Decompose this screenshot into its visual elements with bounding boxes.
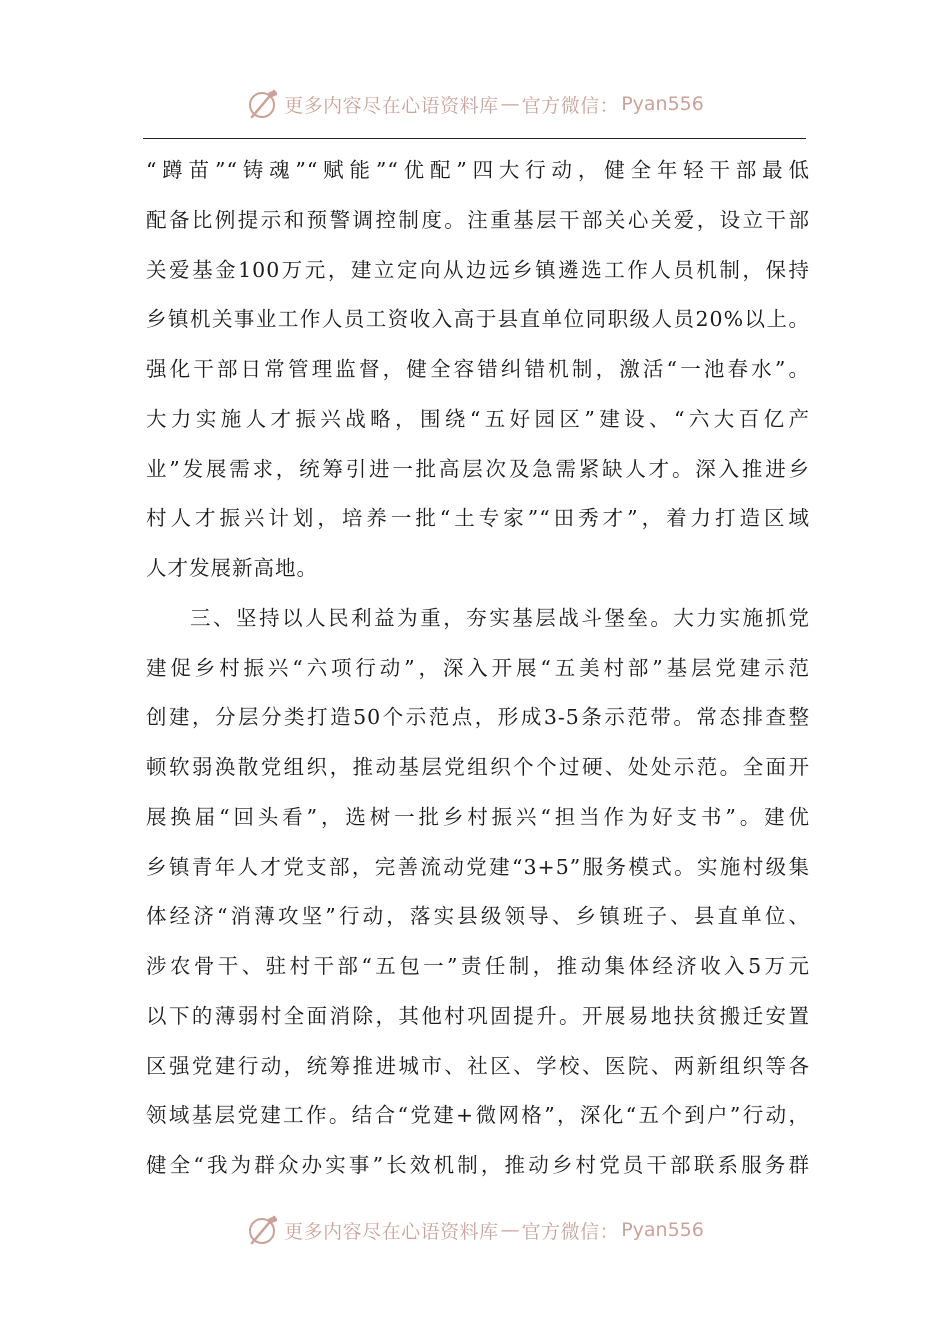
text-line: 强化干部日常管理监督，健全容错纠错机制，激活“一池春水”。 <box>146 357 810 381</box>
text-line: 建促乡村振兴“六项行动”，深入开展“五美村部”基层党建示范 <box>146 655 810 680</box>
watermark-site-name: 更多内容尽在心语资料库 <box>284 1220 499 1243</box>
watermark-dash: — <box>500 1219 520 1241</box>
text-line: 人才发展新高地。 <box>146 556 318 580</box>
watermark-wechat-label: 官方微信： <box>521 94 620 117</box>
watermark-wechat-id: Pyan556 <box>621 93 704 115</box>
text-line: 乡镇机关事业工作人员工资收入高于县直单位同职级人员20%以上。 <box>146 307 810 332</box>
text-line: “蹲苗”“铸魂”“赋能”“优配”四大行动，健全年轻干部最低 <box>146 158 810 182</box>
text-line: 涉农骨干、驻村干部“五包一”责任制，推动集体经济收入5万元 <box>146 954 810 978</box>
header-rule <box>143 138 806 139</box>
text-line: 区强党建行动，统筹推进城市、社区、学校、医院、两新组织等各 <box>146 1053 810 1078</box>
document-body <box>146 146 810 1191</box>
text-line: 健全“我为群众办实事”长效机制，推动乡村党员干部联系服务群 <box>146 1153 810 1177</box>
text-line: 体经济“消薄攻坚”行动，落实县级领导、乡镇班子、县直单位、 <box>146 904 810 929</box>
section-three-first-line: 三、坚持以人民利益为重，夯实基层战斗堡垒。大力实施抓党 <box>190 605 810 630</box>
text-line: 关爱基金100万元，建立定向从边远乡镇遴选工作人员机制，保持 <box>146 257 810 282</box>
text-line: 以下的薄弱村全面消除，其他村巩固提升。开展易地扶贫搬迁安置 <box>146 1003 810 1028</box>
text-line: 顿软弱涣散党组织，推动基层党组织个个过硬、处处示范。全面开 <box>146 755 810 779</box>
text-line: 展换届“回头看”，选树一批乡村振兴“担当作为好支书”。建优 <box>146 804 810 829</box>
watermark-dash: — <box>500 93 520 115</box>
quill-logo-icon <box>246 87 280 121</box>
header-watermark <box>0 84 950 124</box>
text-line: 配备比例提示和预警调控制度。注重基层干部关心关爱，设立干部 <box>146 207 810 232</box>
text-line: 创建，分层分类打造50个示范点，形成3-5条示范带。常态排查整 <box>146 705 810 730</box>
footer-watermark <box>0 1210 950 1250</box>
text-line: 村人才振兴计划，培养一批“土专家”“田秀才”，着力打造区域 <box>146 506 810 531</box>
watermark-wechat-label: 官方微信： <box>521 1220 620 1243</box>
text-line: 乡镇青年人才党支部，完善流动党建“3+5”服务模式。实施村级集 <box>146 854 810 879</box>
quill-logo-icon <box>246 1213 280 1247</box>
text-line: 大力实施人才振兴战略，围绕“五好园区”建设、“六大百亿产 <box>146 406 810 431</box>
watermark-site-name: 更多内容尽在心语资料库 <box>284 94 499 117</box>
text-line: 业”发展需求，统筹引进一批高层次及急需紧缺人才。深入推进乡 <box>146 456 810 481</box>
text-line: 领域基层党建工作。结合“党建+微网格”，深化“五个到户”行动， <box>146 1103 810 1128</box>
watermark-wechat-id: Pyan556 <box>621 1219 704 1241</box>
